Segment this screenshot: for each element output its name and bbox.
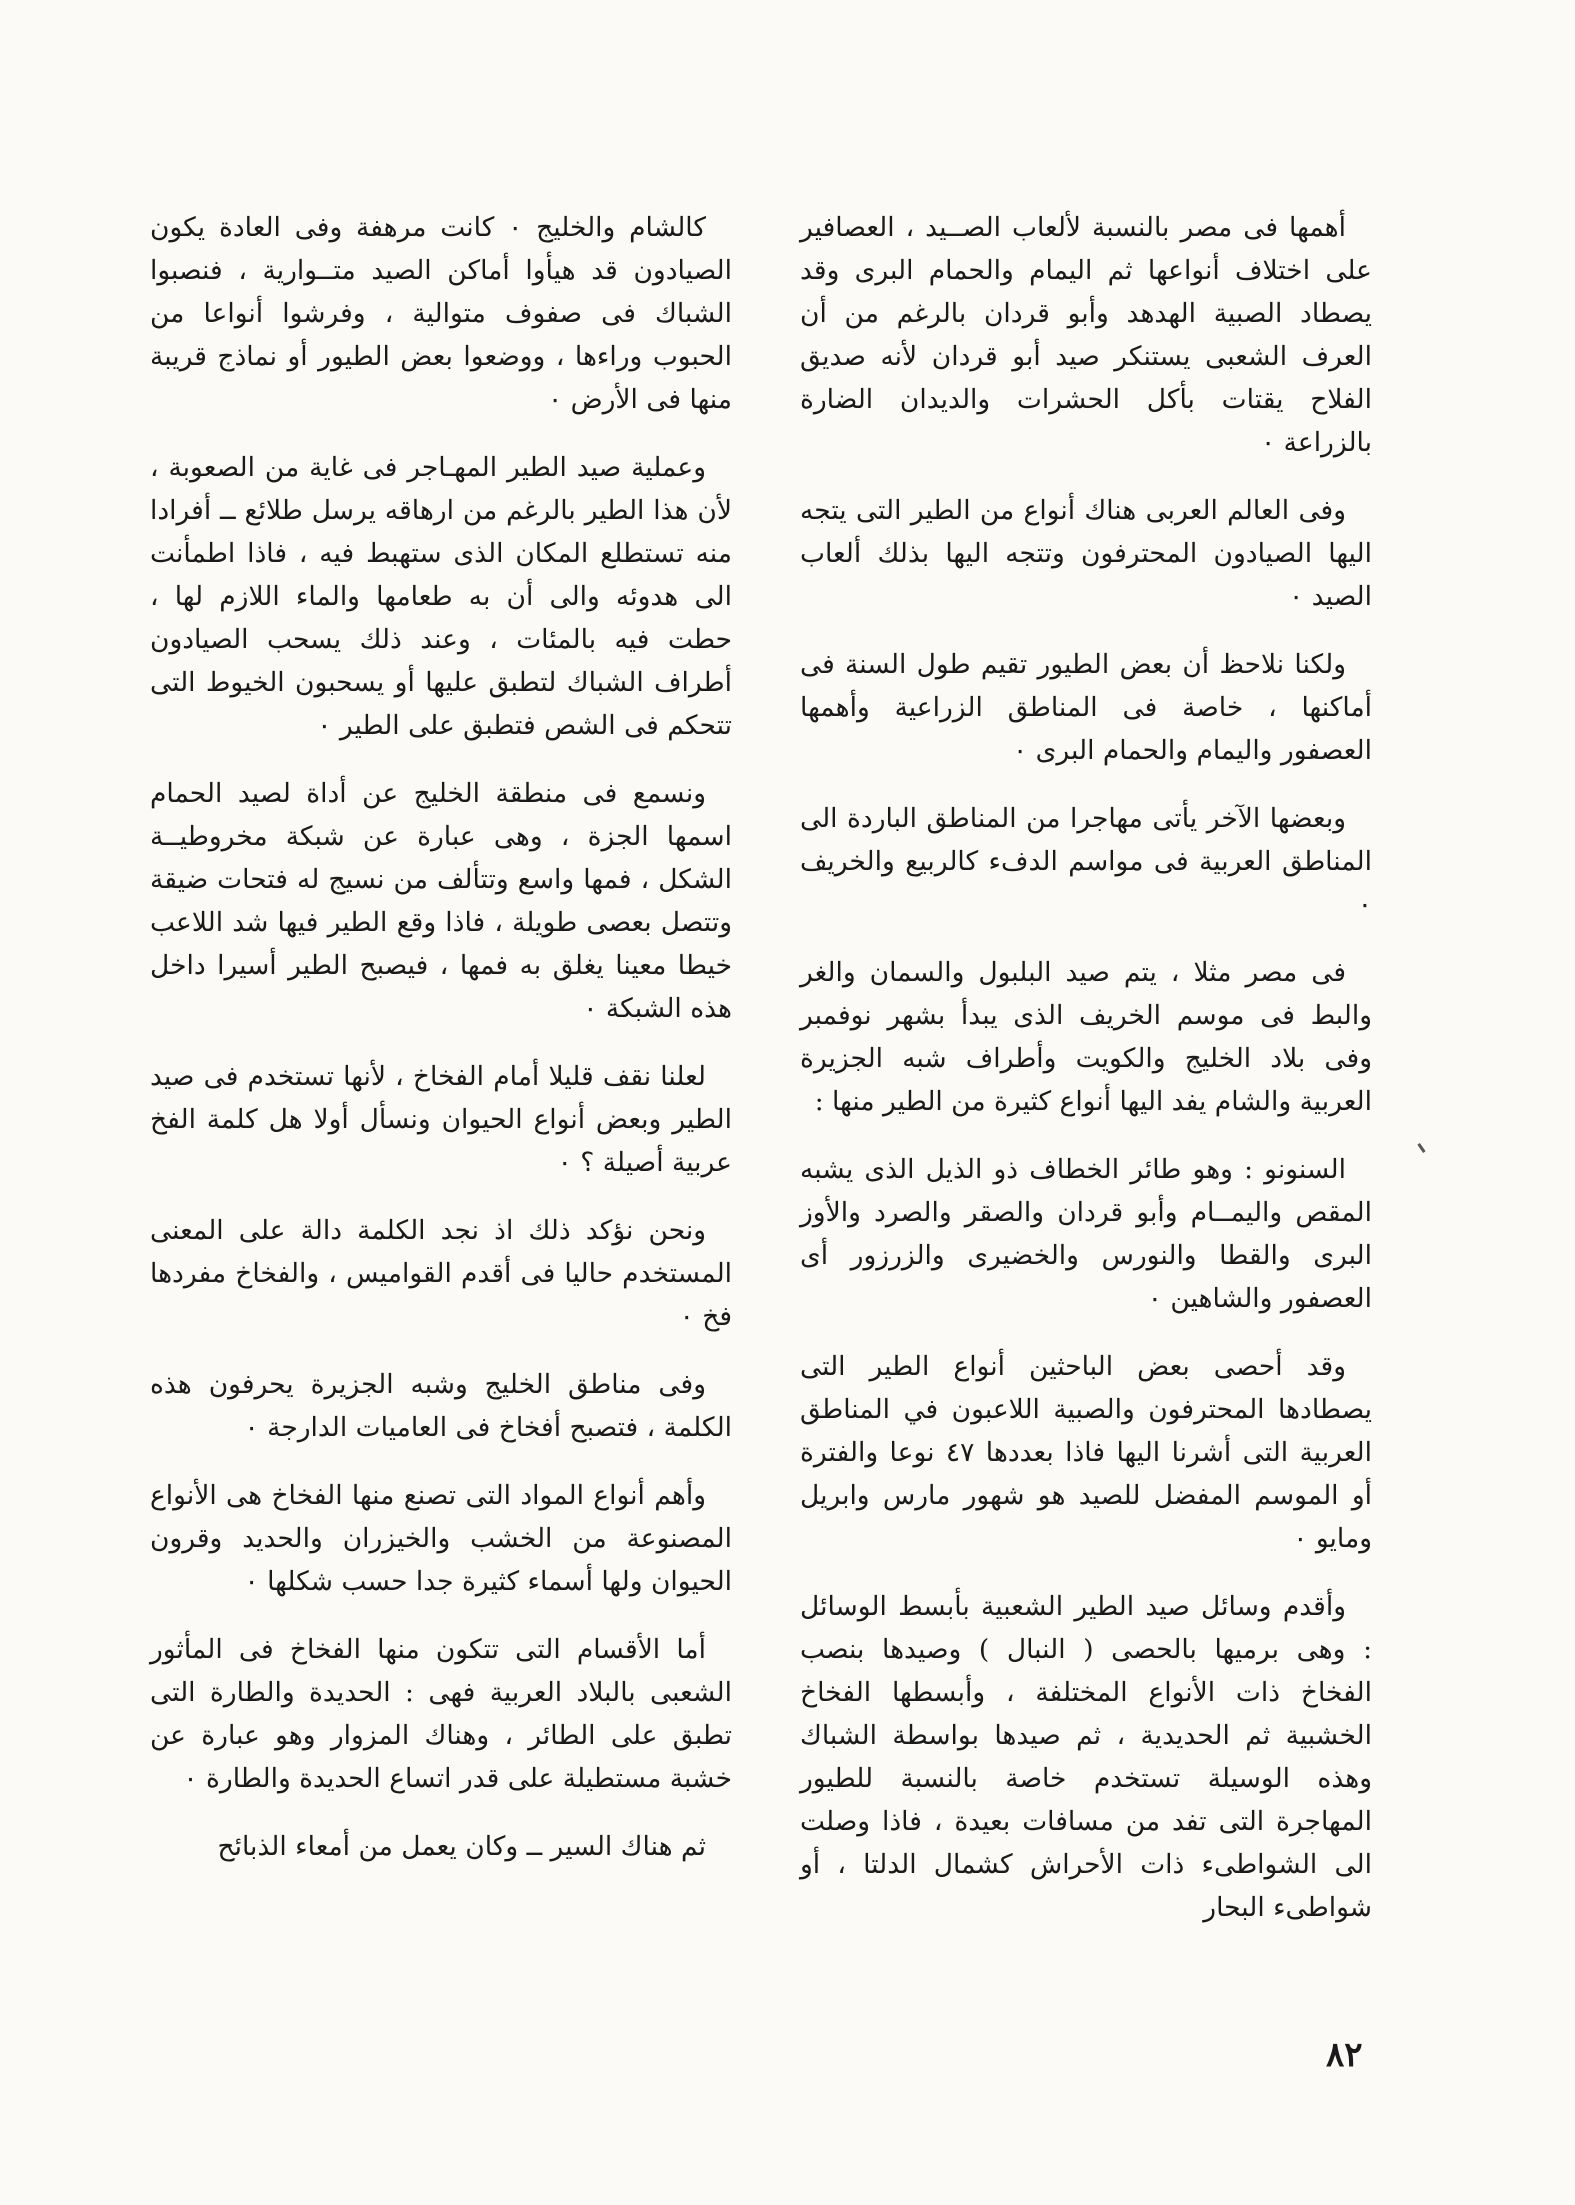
paragraph: وعملية صيد الطير المهـاجر فى غاية من الصعوبة ، لأن هذا الطير بالرغم من ارهاقه يرسل طلائع ــ أفرادا منه تستطلع المكان الذى ستهبط فيه ، فاذا اطمأنت الى هدوئه والى أن به طعامها والماء اللازم لها ، حطت فيه بالمئات ، وعند ذلك يسحب الصيادون أطراف الشباك لتطبق عليها أو يسحبون الخيوط التى تتحكم فى الشص فتطبق على الطير ٠ (150, 452, 732, 741)
paragraph: ولكنا نلاحظ أن بعض الطيور تقيم طول السنة فى أماكنها ، خاصة فى المناطق الزراعية وأهمها العصفور واليمام والحمام البرى ٠ (800, 649, 1372, 766)
paragraph: وأهم أنواع المواد التى تصنع منها الفخاخ هى الأنواع المصنوعة من الخشب والخيزران والحديد وقرون الحيوان ولها أسماء كثيرة جدا حسب شكلها ٠ (150, 1480, 732, 1597)
paragraph: وفى مناطق الخليج وشبه الجزيرة يحرفون هذه الكلمة ، فتصبح أفخاخ فى العاميات الدارجة ٠ (150, 1369, 732, 1443)
paragraph: ونحن نؤكد ذلك اذ نجد الكلمة دالة على المعنى المستخدم حاليا فى أقدم القواميس ، والفخاخ مفردها فخ ٠ (150, 1215, 732, 1332)
paragraph: وفى العالم العربى هناك أنواع من الطير التى يتجه اليها الصيادون المحترفون وتتجه اليها بذلك ألعاب الصيد ٠ (800, 495, 1372, 612)
paragraph: وبعضها الآخر يأتى مهاجرا من المناطق الباردة الى المناطق العربية فى مواسم الدفء كالربيع والخريف ٠ (800, 803, 1372, 920)
paragraph: وأقدم وسائل صيد الطير الشعبية بأبسط الوسائل : وهى برميها بالحصى ( النبال ) وصيدها بنصب الفخاخ ذات الأنواع المختلفة ، وأبسطها الفخاخ الخشبية ثم الحديدية ، ثم صيدها بواسطة الشباك وهذه الوسيلة تستخدم خاصة بالنسبة للطيور المهاجرة التى تفد من مسافات بعيدة ، فاذا وصلت الى الشواطىء ذات الأحراش كشمال الدلتا ، أو شواطىء البحار (800, 1591, 1372, 1923)
paragraph: لعلنا نقف قليلا أمام الفخاخ ، لأنها تستخدم فى صيد الطير وبعض أنواع الحيوان ونسأل أولا هل كلمة الفخ عربية أصيلة ؟ ٠ (150, 1061, 732, 1178)
left-column (150, 206, 732, 1893)
paragraph: فى مصر مثلا ، يتم صيد البلبول والسمان والغر والبط فى موسم الخريف الذى يبدأ بشهر نوفمبر وفى بلاد الخليج والكويت وأطراف شبه الجزيرة العربية والشام يفد اليها أنواع كثيرة من الطير منها : (800, 957, 1372, 1117)
right-column (800, 206, 1372, 1954)
paragraph: ثم هناك السير ــ وكان يعمل من أمعاء الذبائح (217, 1831, 706, 1862)
paragraph: ونسمع فى منطقة الخليج عن أداة لصيد الحمام اسمها الجزة ، وهى عبارة عن شبكة مخروطيــة الشكل ، فمها واسع وتتألف من نسيج له فتحات ضيقة وتتصل بعصى طويلة ، فاذا وقع الطير فيها شد اللاعب خيطا معينا يغلق به فمها ، فيصبح الطير أسيرا داخل هذه الشبكة ٠ (150, 778, 732, 1024)
paragraph: كالشام والخليج ٠ كانت مرهفة وفى العادة يكون الصيادون قد هيأوا أماكن الصيد متــوارية ، فنصبوا الشباك فى صفوف متوالية ، وفرشوا أنواعا من الحبوب وراءها ، ووضعوا بعض الطيور أو نماذج قريبة منها فى الأرض ٠ (150, 212, 732, 415)
paragraph: وقد أحصى بعض الباحثين أنواع الطير التى يصطادها المحترفون والصبية اللاعبون في المناطق العربية التى أشرنا اليها فاذا بعددها ٤٧ نوعا والفترة أو الموسم المفضل للصيد هو شهور مارس وابريل ومايو ٠ (800, 1351, 1372, 1554)
paragraph: أما الأقسام التى تتكون منها الفخاخ فى المأثور الشعبى بالبلاد العربية فهى : الحديدة والطارة التى تطبق على الطائر ، وهناك المزوار وهو عبارة عن خشبة مستطيلة على قدر اتساع الحديدة والطارة ٠ (150, 1634, 732, 1794)
page-number: ٨٢ (1326, 2035, 1363, 2075)
scan-mark (1417, 1143, 1425, 1153)
paragraph: السنونو : وهو طائر الخطاف ذو الذيل الذى يشبه المقص واليمــام وأبو قردان والصقر والصرد والأوز البرى والقطا والنورس والخضيرى والزرزور أى العصفور والشاهين ٠ (800, 1154, 1372, 1314)
paragraph: أهمها فى مصر بالنسبة لألعاب الصــيد ، العصافير على اختلاف أنواعها ثم اليمام والحمام البرى وقد يصطاد الصبية الهدهد وأبو قردان بالرغم من أن العرف الشعبى يستنكر صيد أبو قردان لأنه صديق الفلاح يقتات بأكل الحشرات والديدان الضارة بالزراعة ٠ (800, 212, 1372, 458)
